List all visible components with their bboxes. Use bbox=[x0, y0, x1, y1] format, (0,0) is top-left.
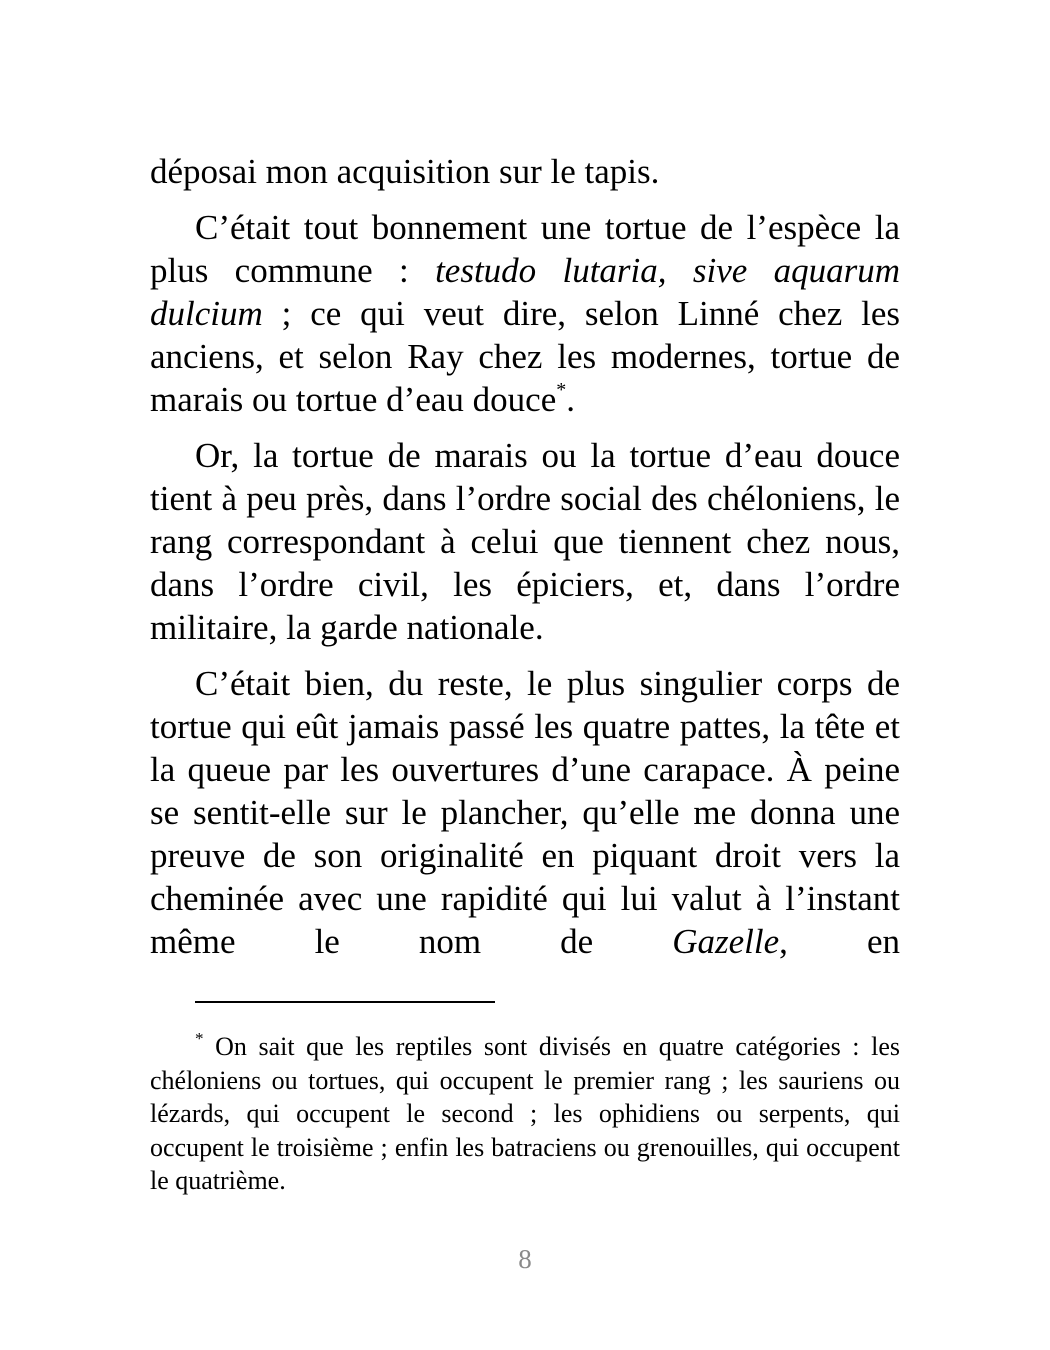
footnote-text: On sait que les reptiles sont divisés en quatre catégories : les chéloniens ou tortues, qui occupent le premier rang ; les sauriens ou lézards, qui occupent le second ; les ophidiens ou serpents, qui occupent le troisième ; enfin les batraciens ou grenouilles, qui occupent le quatrième. bbox=[150, 1032, 900, 1195]
paragraph-2-text-b: ; ce qui veut dire, selon Linné chez les anciens, et selon Ray chez les modernes, tortue de marais ou tortue d’eau douce bbox=[150, 294, 900, 419]
page-number: 8 bbox=[518, 1244, 532, 1274]
paragraph-3-text: Or, la tortue de marais ou la tortue d’eau douce tient à peu près, dans l’ordre social des chéloniens, le rang correspondant à celui que tiennent chez nous, dans l’ordre civil, les épiciers, et, dans l’ordre militaire, la garde nationale. bbox=[150, 436, 900, 647]
paragraph-2 bbox=[150, 206, 900, 421]
paragraph-2-text-c: . bbox=[566, 380, 575, 419]
paragraph-4-text-b: , en bbox=[779, 922, 900, 961]
paragraph-2-text-a: C’était tout bonnement une tortue de l’espèce la plus commune : bbox=[150, 208, 900, 290]
paragraph-1 bbox=[150, 150, 900, 193]
paragraph-2-italic-latin: testudo lutaria, sive aquarum dulcium bbox=[150, 251, 900, 333]
body-text bbox=[150, 150, 900, 963]
footnote-separator bbox=[195, 1001, 495, 1003]
paragraph-4-text-a: C’était bien, du reste, le plus singulier corps de tortue qui eût jamais passé les quatre pattes, la tête et la queue par les ouvertures d’une carapace. À peine se sentit-elle sur le plancher, qu’elle me donna une preuve de son originalité en piquant droit vers la cheminée avec une rapidité qui lui valut à l’instant même le nom de bbox=[150, 664, 900, 961]
paragraph-4-italic-name: Gazelle bbox=[672, 922, 780, 961]
footnote-marker: * bbox=[195, 1029, 204, 1048]
paragraph-4 bbox=[150, 662, 900, 963]
paragraph-1-text: déposai mon acquisition sur le tapis. bbox=[150, 152, 660, 191]
footnote bbox=[150, 1030, 900, 1198]
footnote-reference-marker[interactable]: * bbox=[556, 379, 567, 401]
paragraph-3 bbox=[150, 434, 900, 649]
